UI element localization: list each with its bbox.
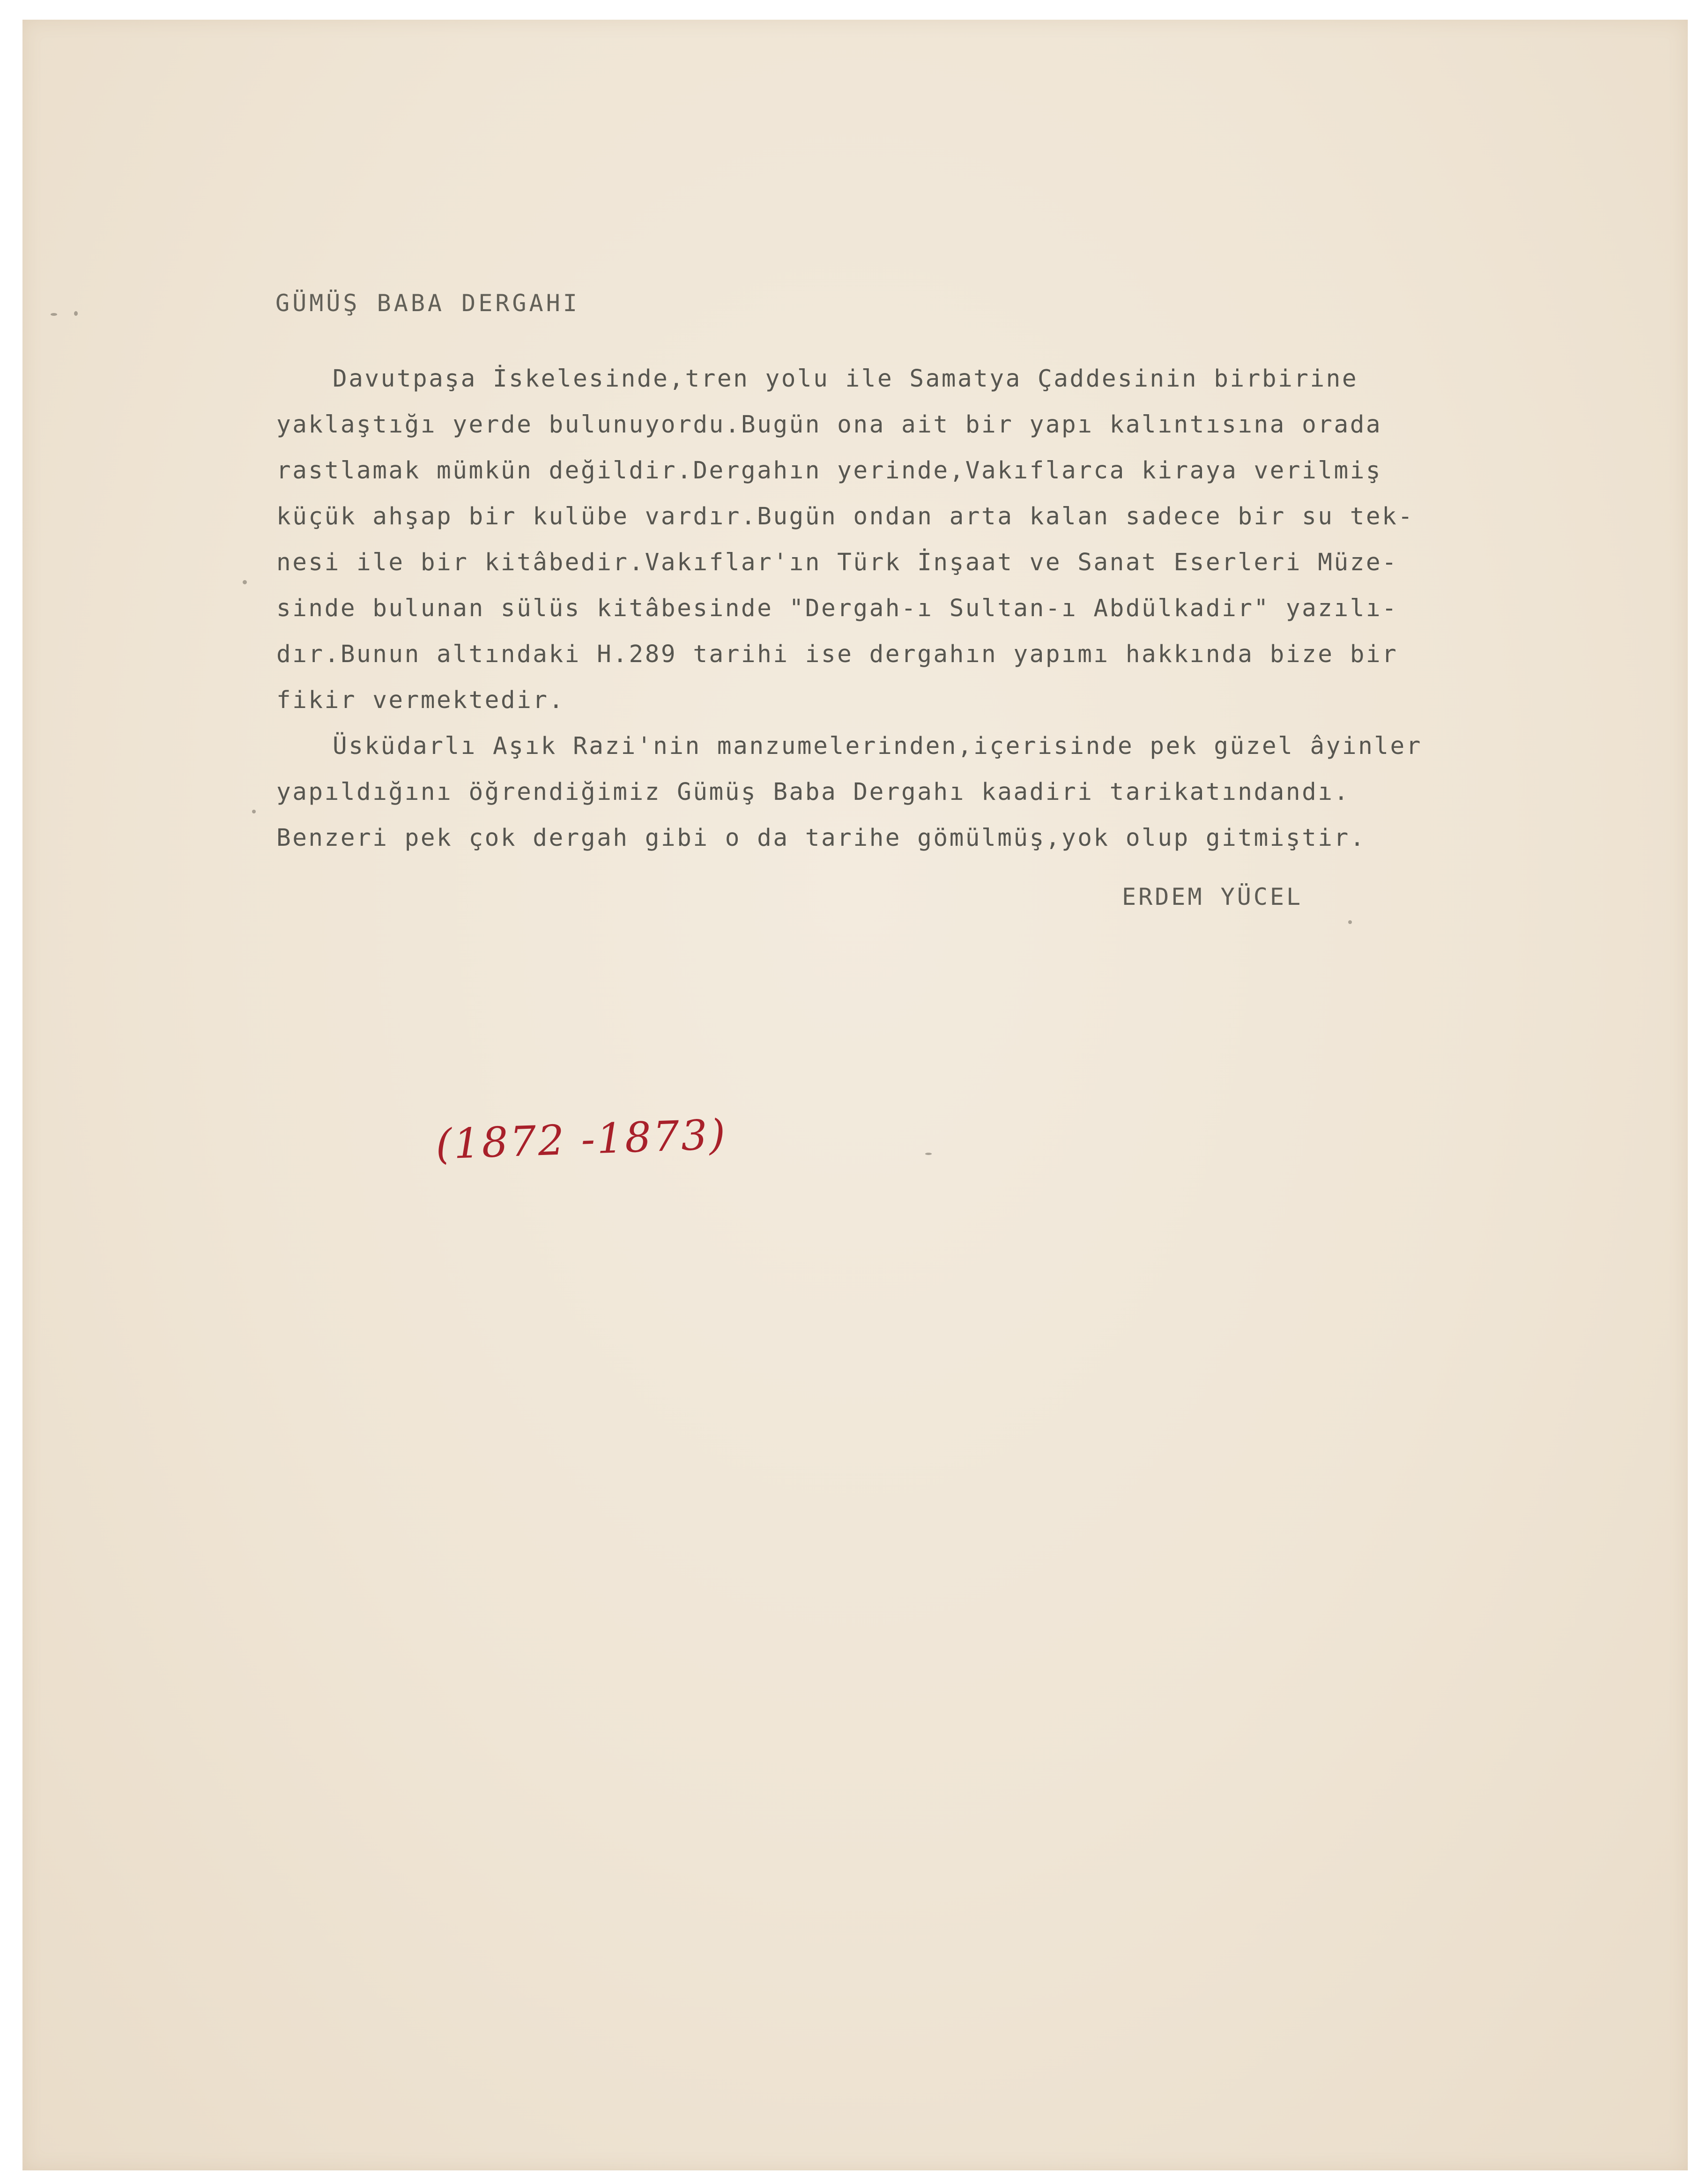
handwritten-date-note: (1872 -1873): [435, 1110, 728, 1169]
stray-mark: [925, 1153, 932, 1155]
stray-mark: [1348, 920, 1352, 924]
stray-mark: [51, 313, 57, 316]
body-line: Üsküdarlı Aşık Razi'nin manzumelerinden,içerisinde pek güzel âyinler: [333, 732, 1422, 760]
body-line: Benzeri pek çok dergah gibi o da tarihe gömülmüş,yok olup gitmiştir.: [276, 824, 1366, 852]
stray-mark: [252, 810, 256, 813]
author-signature: ERDEM YÜCEL: [1122, 883, 1303, 910]
body-line: nesi ile bir kitâbedir.Vakıflar'ın Türk İnşaat ve Sanat Eserleri Müze-: [276, 549, 1398, 576]
body-line: sinde bulunan sülüs kitâbesinde "Dergah-ı Sultan-ı Abdülkadir" yazılı-: [276, 595, 1398, 622]
body-line: fikir vermektedir.: [276, 686, 565, 714]
body-line: rastlamak mümkün değildir.Dergahın yerinde,Vakıflarca kiraya verilmiş: [276, 457, 1382, 485]
body-line: küçük ahşap bir kulübe vardır.Bugün ondan arta kalan sadece bir su tek-: [276, 503, 1414, 530]
stray-mark: [243, 580, 247, 584]
document-title: GÜMÜŞ BABA DERGAHI: [275, 290, 580, 317]
stray-mark: [74, 311, 78, 316]
paper-sheet: [22, 20, 1688, 2170]
body-line: yapıldığını öğrendiğimiz Gümüş Baba Dergahı kaadiri tarikatındandı.: [276, 778, 1350, 806]
body-line: Davutpaşa İskelesinde,tren yolu ile Samatya Çaddesinin birbirine: [333, 365, 1358, 393]
body-line: yaklaştığı yerde bulunuyordu.Bugün ona ait bir yapı kalıntısına orada: [276, 411, 1382, 439]
body-text: [276, 356, 1635, 861]
body-line: dır.Bunun altındaki H.289 tarihi ise dergahın yapımı hakkında bize bir: [276, 641, 1398, 668]
